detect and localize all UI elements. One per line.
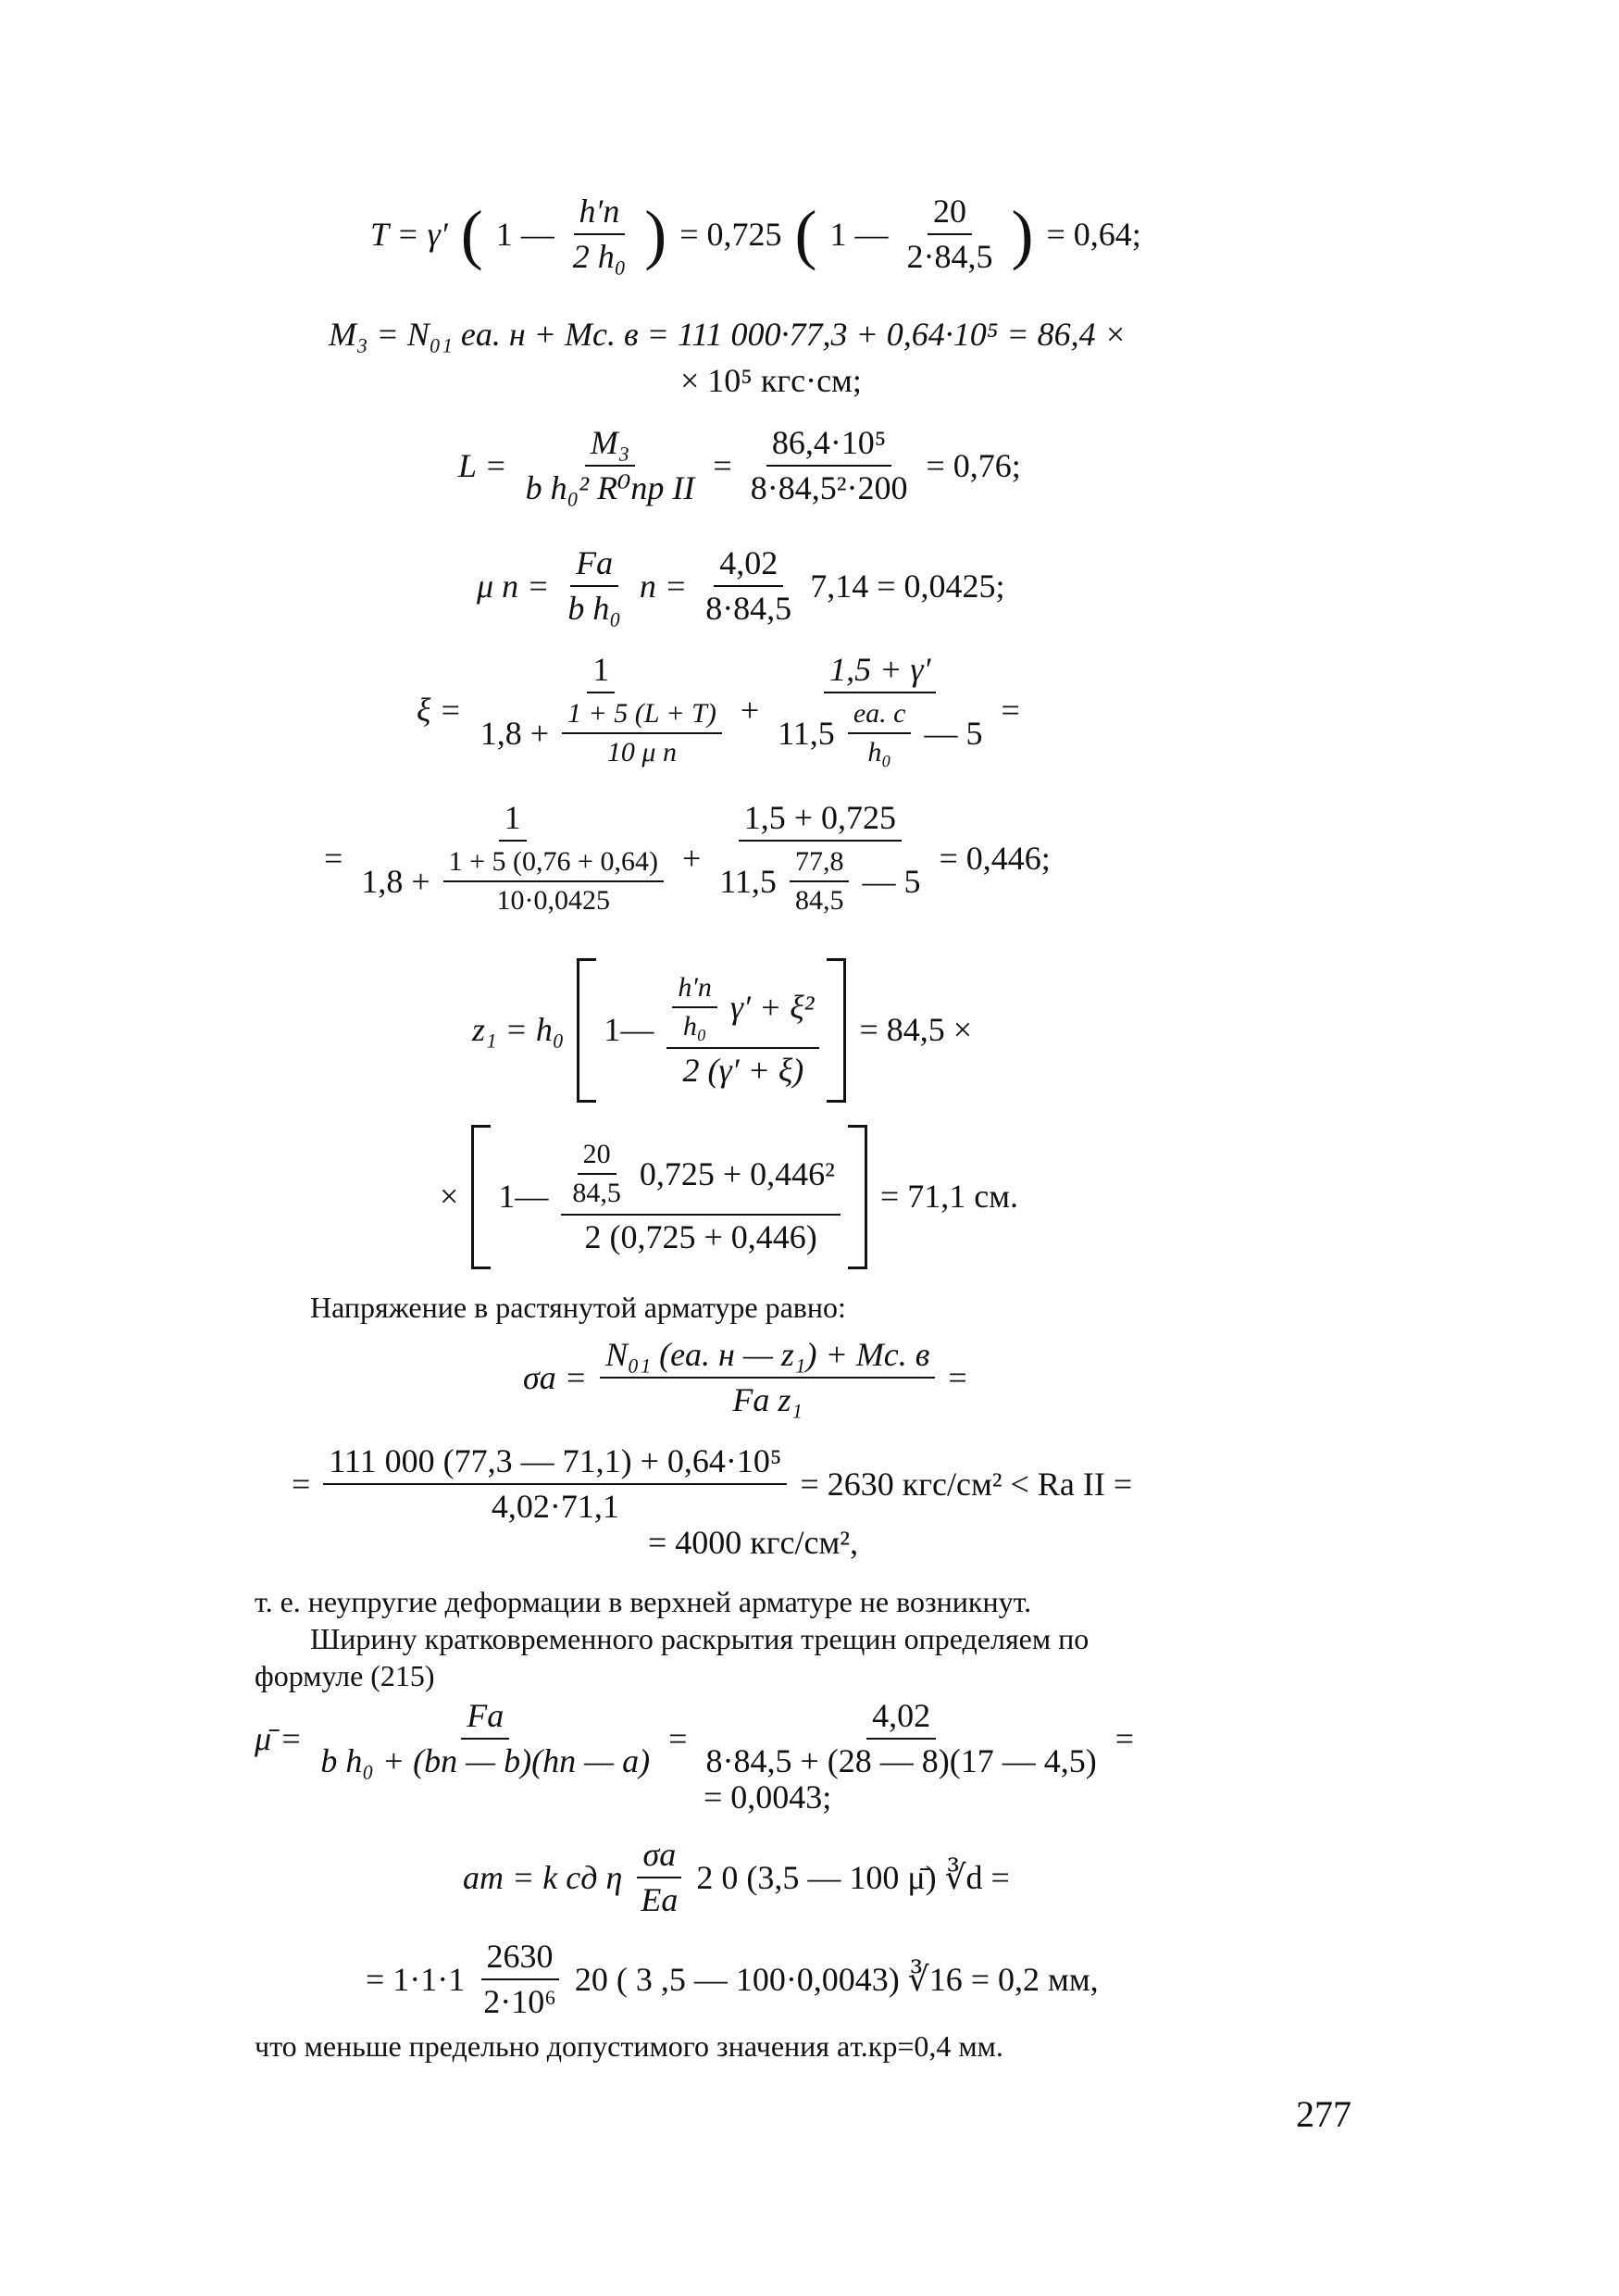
- fraction: [714, 796, 926, 921]
- numerator: 20: [928, 190, 972, 235]
- den-prefix: 1,8 +: [361, 862, 430, 900]
- bracket-left: [471, 1125, 491, 1269]
- denominator: 2·10⁶: [483, 1983, 556, 2021]
- fraction: [355, 796, 669, 921]
- formula-sigma-numeric: [292, 1440, 1132, 1529]
- bracket-left: [577, 958, 596, 1103]
- inner-denominator: h₀: [682, 1011, 707, 1042]
- numerator: 1: [499, 796, 527, 842]
- denominator: 8·84,5²·200: [750, 469, 908, 507]
- denominator: b h₀: [567, 590, 621, 628]
- numerator: 4,02: [714, 542, 783, 587]
- paragraph-conclusion: т. е. неупругие деформации в верхней арматуре не возникнут.: [255, 1585, 1032, 1618]
- inner-denominator: h₀: [867, 737, 891, 768]
- paren-close: ): [1011, 197, 1034, 272]
- den-prefix: 1,8 +: [479, 714, 550, 752]
- formula-xi: [417, 648, 1020, 773]
- formula-at-numeric: [366, 1935, 1099, 2024]
- num-suffix: γ′ + ξ²: [729, 988, 815, 1026]
- denominator: Fа z₁: [732, 1381, 803, 1419]
- denominator: 8·84,5: [705, 590, 792, 628]
- paren-close: ): [644, 197, 667, 272]
- num-suffix: 0,725 + 0,446²: [639, 1154, 835, 1192]
- formula-z1-numeric-result: = 71,1 см.: [879, 1178, 1018, 1216]
- fraction: [700, 542, 797, 630]
- fraction: [562, 542, 627, 630]
- denominator: 8·84,5 + (28 — 8)(17 — 4,5): [705, 1742, 1097, 1780]
- denominator: b h₀ + (bп — b)(hп — a): [320, 1742, 651, 1780]
- plus: +: [740, 692, 760, 729]
- inner-denominator: 10 μ n: [606, 737, 677, 768]
- den-prefix: 11,5: [778, 714, 835, 752]
- equals: =: [668, 1719, 688, 1757]
- equals: =: [1001, 692, 1020, 729]
- inner-fraction: [790, 843, 850, 919]
- formula-L: [458, 421, 1021, 510]
- fraction: [635, 1833, 683, 1922]
- formula-mu-bar: [255, 1694, 1134, 1783]
- formula-z1-result: = 84,5 ×: [859, 1011, 973, 1049]
- denominator: 2 (0,725 + 0,446): [584, 1218, 817, 1256]
- inner-numerator: eа. с: [848, 695, 912, 734]
- bracket-content: [491, 1134, 848, 1259]
- formula-sigma-result: = 2630 кгс/см² < Rа II =: [800, 1465, 1133, 1503]
- formula-z1-lhs: z₁ = h₀: [472, 1011, 565, 1049]
- formula-T-lhs: T = γ′: [370, 215, 448, 253]
- inner-fraction: [562, 695, 722, 771]
- equals: =: [948, 1358, 967, 1396]
- inner-denominator: 84,5: [794, 885, 844, 917]
- denominator: [772, 693, 988, 773]
- numerator: N₀₁ (eа. н — z₁) + Mс. в: [600, 1333, 935, 1379]
- formula-T-result: = 0,64;: [1046, 215, 1141, 253]
- denominator: 2 (γ′ + ξ): [682, 1052, 804, 1090]
- page-number: 277: [1296, 2093, 1351, 2135]
- numerator: σа: [637, 1833, 681, 1878]
- formula-L-lhs: L =: [458, 446, 507, 484]
- denominator: b h₀² R⁰пр II: [525, 469, 695, 507]
- paragraph-crack-width: Ширину кратковременного раскрытия трещин определяем по: [310, 1622, 1090, 1655]
- formula-xi-numeric: [324, 796, 1051, 921]
- numerator: 1: [587, 648, 615, 693]
- formula-at-numeric-lhs: = 1·1·1: [366, 1960, 466, 1998]
- square-bracket: [471, 1125, 867, 1269]
- square-bracket: [577, 958, 846, 1103]
- numerator: 1,5 + 0,725: [739, 796, 902, 842]
- formula-at-numeric-post: 20 ( 3 ,5 — 100·0,0043) ∛16 = 0,2 мм,: [574, 1960, 1099, 1998]
- numerator: 1,5 + γ′: [824, 648, 936, 693]
- fraction: [323, 1440, 787, 1529]
- fraction: [478, 1935, 562, 2024]
- inner-fraction: [848, 695, 912, 771]
- inner-numerator: h′п: [672, 969, 717, 1008]
- fraction: [567, 190, 632, 279]
- den-prefix: 11,5: [719, 862, 777, 900]
- formula-mu-bar-result: = 0,0043;: [704, 1778, 832, 1816]
- numerator: Fа: [570, 542, 618, 587]
- formula-L-result: = 0,76;: [926, 446, 1021, 484]
- inner-numerator: 20: [578, 1136, 616, 1175]
- denominator: 2·84,5: [906, 238, 993, 276]
- formula-sigma-limit: = 4000 кгс/см²,: [648, 1524, 859, 1561]
- paragraph-final: что меньше предельно допустимого значения aт.кр=0,4 мм.: [255, 2029, 1003, 2063]
- denominator: Eа: [641, 1881, 679, 1919]
- numerator: [666, 967, 819, 1049]
- fraction: [666, 967, 819, 1092]
- equals: =: [324, 840, 343, 877]
- paren-open: (: [460, 197, 483, 272]
- times: ×: [440, 1178, 459, 1216]
- formula-sigma-lhs: σа =: [523, 1358, 588, 1396]
- formula-T: [370, 190, 1141, 279]
- inner-fraction: [672, 969, 717, 1045]
- fraction: [700, 1694, 1102, 1783]
- fraction: [475, 648, 728, 773]
- fraction: [745, 421, 914, 510]
- denominator: [714, 842, 926, 921]
- numerator: 4,02: [866, 1694, 936, 1740]
- denominator: 4,02·71,1: [491, 1488, 619, 1526]
- fraction: [600, 1333, 935, 1422]
- fraction: [561, 1134, 841, 1259]
- formula-mu-lhs: μ n =: [477, 567, 550, 605]
- formula-mu-bar-lhs: μ̄ =: [255, 1719, 303, 1757]
- one: 1 —: [495, 215, 554, 253]
- inner-numerator: 1 + 5 (0,76 + 0,64): [443, 843, 664, 882]
- numerator: M₃: [585, 421, 636, 467]
- inner-denominator: 84,5: [572, 1178, 621, 1209]
- numerator: 2630: [481, 1935, 559, 1980]
- plus: +: [681, 840, 702, 877]
- paragraph-formula-ref: формуле (215): [255, 1659, 435, 1692]
- numerator: h′п: [574, 190, 626, 235]
- formula-xi-result: = 0,446;: [939, 840, 1051, 877]
- formula-M3-line1: M₃ = N₀₁ eа. н + Mс. в = 111 000·77,3 + 0,64·10⁵ = 86,4 ×: [329, 316, 1127, 353]
- inner-numerator: 77,8: [790, 843, 850, 882]
- numerator: Fа: [461, 1694, 509, 1740]
- formula-at-post: 2 0 (3,5 — 100 μ̄) ∛d =: [696, 1858, 1010, 1896]
- den-suffix: — 5: [862, 862, 921, 900]
- numerator: [561, 1134, 841, 1216]
- equals: =: [1115, 1719, 1135, 1757]
- denominator: [475, 693, 728, 773]
- one: 1—: [498, 1178, 549, 1216]
- inner-fraction: [443, 843, 664, 919]
- denominator: 2 h₀: [572, 238, 627, 276]
- formula-z1-numeric: [440, 1125, 1018, 1269]
- paren-open: (: [794, 197, 817, 272]
- formula-mu-n: [477, 542, 1005, 630]
- one: 1 —: [829, 215, 889, 253]
- formula-T-eq1: = 0,725: [679, 215, 782, 253]
- bracket-right: [827, 958, 846, 1103]
- fraction: [315, 1694, 655, 1783]
- formula-z1: [472, 958, 972, 1103]
- formula-mu-result: 7,14 = 0,0425;: [810, 567, 1005, 605]
- one: 1—: [604, 1011, 654, 1049]
- fraction: [520, 421, 701, 510]
- paragraph-stress-intro: Напряжение в растянутой арматуре равно:: [310, 1291, 846, 1324]
- inner-numerator: 1 + 5 (L + T): [562, 695, 722, 734]
- equals: =: [292, 1465, 311, 1503]
- formula-mu-mid: n =: [639, 567, 688, 605]
- numerator: 86,4·10⁵: [766, 421, 892, 467]
- equals: =: [713, 446, 732, 484]
- inner-denominator: 10·0,0425: [496, 885, 611, 917]
- bracket-content: [596, 967, 827, 1092]
- formula-xi-lhs: ξ =: [417, 692, 462, 729]
- formula-at: [463, 1833, 1010, 1922]
- formula-sigma: [523, 1333, 967, 1422]
- den-suffix: — 5: [924, 714, 983, 752]
- numerator: 111 000 (77,3 — 71,1) + 0,64·10⁵: [323, 1440, 787, 1485]
- formula-at-lhs: aт = k cд η: [463, 1858, 623, 1896]
- inner-fraction: [567, 1136, 627, 1212]
- denominator: [355, 842, 669, 921]
- bracket-right: [848, 1125, 867, 1269]
- formula-M3-line2: × 10⁵ кгс·см;: [680, 362, 862, 399]
- fraction: [902, 190, 999, 279]
- fraction: [772, 648, 988, 773]
